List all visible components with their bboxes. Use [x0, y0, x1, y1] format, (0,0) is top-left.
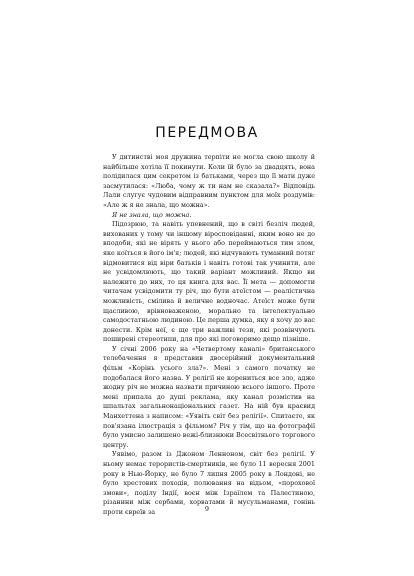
body-text [103, 153, 315, 518]
page-number: 9 [204, 505, 210, 513]
chapter-heading: ПЕРЕДМОВА [155, 125, 259, 141]
paragraph: У січні 2006 року на «Четвертому каналі» британського телебачення я представив двосерійний документальний фільм «Корінь усього зла?». Мені з самого початку не подобалася його назва. У релігії не корениться все зло, адже жодну річ не можна назвати причиною всього іншого. Проте мені припала до душі реклама, яку канал розмістив на шпальтах загальнонаціональних газет. На ній був краєвид Манхеттена з написом: «Уявіть світ без релігії». Спитаєте, як пов'язана ілюстрація з фільмом? Річ у тім, що на фотографії було умисно залишено вежі-близнюки Всесвітнього торгового центру. [103, 344, 315, 449]
paragraph: Підозрюю, та навіть упевнений, що в світі безліч людей, вихованих у тому чи іншому віросповіданні, яким воно не до вподоби, які не вірять у нього або переймаються тим злом, яке коїться в його ім'я; людей, які відчувають туманний потяг відмовитися від віри батьків і навіть готові так учинити, але не усвідомлюють, що такий варіант можливий. Якщо ви належите до них, то ця книга для вас. Її мета — допомогти читачам усвідомити ту річ, що бути атеїстом — реалістична можливість, смілива й величне водночас. Атеїст може бути щасливою, врівноваженою, морально та інтелектуально самодостатньою людиною. Це перша думка, яку я хочу до вас донести. Крім неї, є ще три важливі тези, які розвінчують поширені стереотипи, для про які поговоримо дещо пізніше. [103, 220, 315, 344]
paragraph: У дитинстві моя дружина терпіти не могла свою школу й найбільше хотіла її покинути. Коли їй було за двадцять, вона полідилася цим секретом із батьками, через що її мати дуже засмутилася: «Люба, чому ж ти нам не сказала?» Відповідь Лали слугує чудовим відправним пунктом для моїх роздумів: «Але ж я не знала, що можна». [103, 153, 315, 209]
paragraph-italic-quote: Я не знала, що можна. [112, 210, 192, 219]
paragraph: Уявімо, разом із Джоном Ленноном, світ без релігії. У ньому немає терористів-смертників, не було 11 вересня 2001 року в Нью-Йорку, не було 7 липня 2005 року в Лондоні, не було хрестових походів, полювання на відьом, «порохової змови», поділу Індії, воєн між Ізраїлем та Палестиною, різанини між сербами, хорватами й мусульманами, гонінь проти євреїв за [103, 450, 315, 516]
